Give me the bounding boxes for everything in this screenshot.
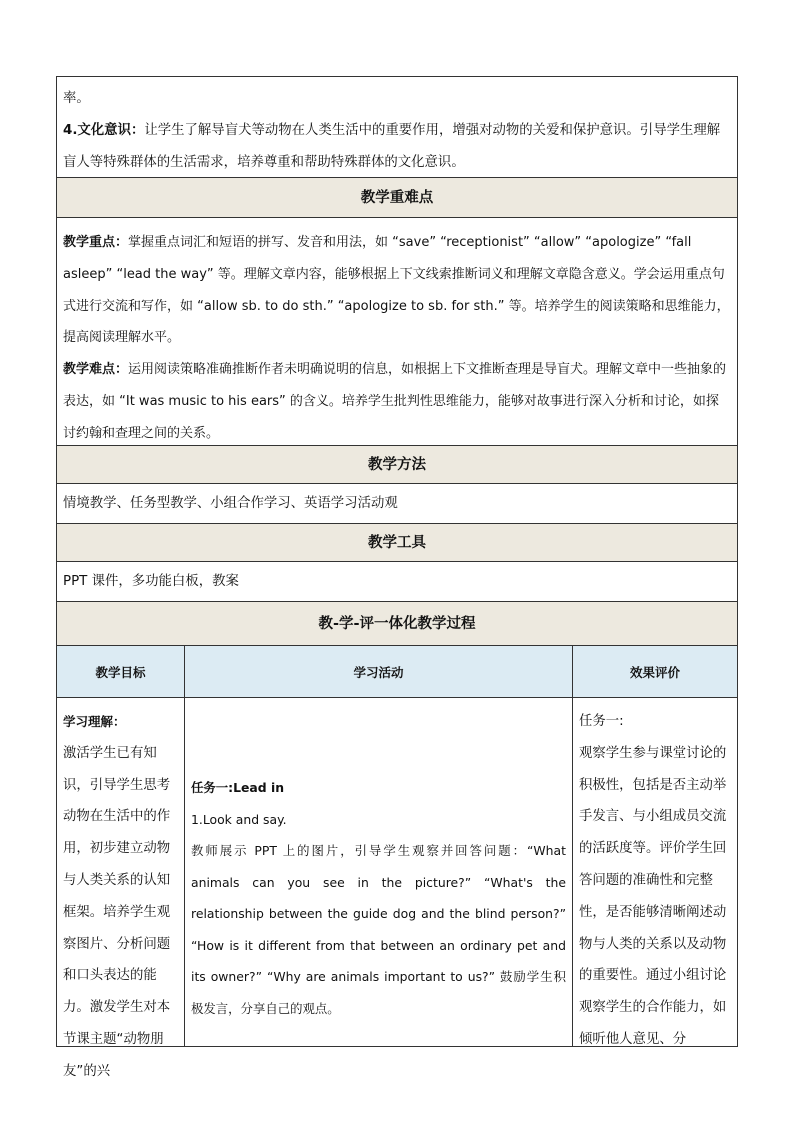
task-text: 教师展示 PPT 上的图片，引导学生观察并回答问题：“What animals can you see in the picture?” “What's the relationship between the guide dog and the blind person?” “How is it different from that between an ordinary pet and its owner?” “Why are animals important to us?” 鼓励学生积极发言，分享自己的观点。 bbox=[191, 843, 566, 1016]
objectives-continuation bbox=[56, 76, 738, 178]
goals-text: 激活学生已有知识，引导学生思考动物在生活中的作用，初步建立动物与人类关系的认知框架。培养学生观察图片、分析问题和口头表达的能力。激发学生对本节课主题“动物朋友”的兴 bbox=[63, 745, 171, 1079]
methods-text: 情境教学、任务型教学、小组合作学习、英语学习活动观 bbox=[56, 484, 738, 524]
activities-column bbox=[185, 646, 573, 1046]
evaluation-text: 观察学生参与课堂讨论的积极性，包括是否主动举手发言、与小组成员交流的活跃度等。评价学生回答问题的准确性和完整性，是否能够清晰阐述动物与人类的关系以及动物的重要性。通过小组讨论观察学生的合作能力，如倾听他人意见、分 bbox=[579, 745, 727, 1047]
task-step: 1.Look and say. bbox=[191, 811, 287, 827]
goals-column-header: 教学目标 bbox=[57, 646, 184, 698]
key-point bbox=[63, 227, 731, 354]
evaluation-column-header: 效果评价 bbox=[573, 646, 737, 698]
culture-label: 4.文化意识： bbox=[63, 123, 145, 138]
process-grid bbox=[56, 646, 738, 1079]
evaluation-title: 任务一: bbox=[579, 714, 624, 729]
tools-text: PPT 课件，多功能白板，教案 bbox=[56, 562, 738, 602]
continuation-line: 率。 bbox=[63, 91, 90, 106]
evaluation-column bbox=[573, 646, 737, 1046]
goals-cell bbox=[57, 698, 184, 1079]
culture-text: 让学生了解导盲犬等动物在人类生活中的重要作用，增强对动物的关爱和保护意识。引导学生理解盲人等特殊群体的生活需求，培养尊重和帮助特殊群体的文化意识。 bbox=[63, 123, 721, 170]
process-header: 教-学-评一体化教学过程 bbox=[56, 602, 738, 646]
key-points-body bbox=[56, 218, 738, 446]
activities-cell bbox=[185, 698, 572, 1046]
task-title: 任务一:Lead in bbox=[191, 780, 285, 795]
activities-column-header: 学习活动 bbox=[185, 646, 572, 698]
methods-header: 教学方法 bbox=[56, 446, 738, 484]
key-text: 掌握重点词汇和短语的拼写、发音和用法，如 “save” “receptionist” “allow” “apologize” “fall asleep” “lead the way” 等。理解文章内容，能够根据上下文线索推断词义和理解文章隐含意义。学会运用重点句式进行交流和写作，如 “allow sb. to do sth.” “apologize to sb. for sth.” 等。培养学生的阅读策略和思维能力，提高阅读理解水平。 bbox=[63, 235, 730, 346]
difficult-point bbox=[63, 354, 731, 449]
difficult-label: 教学难点： bbox=[63, 362, 129, 378]
key-label: 教学重点： bbox=[63, 235, 129, 250]
goals-label: 学习理解： bbox=[63, 714, 126, 729]
culture-awareness bbox=[63, 115, 731, 179]
evaluation-cell bbox=[573, 698, 737, 1046]
goals-column bbox=[57, 646, 185, 1079]
difficult-text: 运用阅读策略准确推断作者未明确说明的信息，如根据上下文推断查理是导盲犬。理解文章中一些抽象的表达，如 “It was music to his ears” 的含义。培养学生批判性思维能力，能够对故事进行深入分析和讨论，如探讨约翰和查理之间的关系。 bbox=[63, 362, 727, 441]
key-points-header: 教学重难点 bbox=[56, 178, 738, 218]
tools-header: 教学工具 bbox=[56, 524, 738, 562]
lesson-plan-table bbox=[56, 76, 738, 1079]
